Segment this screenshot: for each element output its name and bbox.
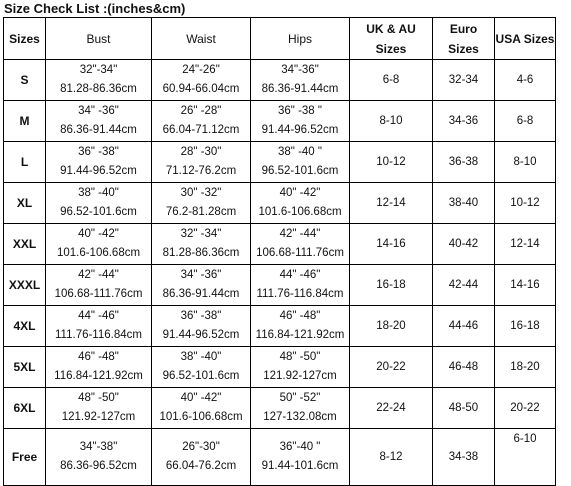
hips-inches: 40" -42" <box>279 187 321 199</box>
usa-value: 6-10 <box>513 433 537 445</box>
euro-value: 44-46 <box>448 319 479 332</box>
table-row <box>4 183 556 224</box>
waist-cm: 66.04-71.12cm <box>162 124 240 136</box>
waist-cell <box>152 347 251 388</box>
hips-cm: 121.92-127cm <box>263 370 337 382</box>
bust-inches: 46" -48" <box>78 351 119 363</box>
bust-cm: 91.44-96.52cm <box>60 165 137 177</box>
uk-au-cell <box>350 224 433 265</box>
size-cell <box>4 224 46 265</box>
waist-inches: 28" -30" <box>180 146 222 158</box>
hips-cell <box>251 60 350 101</box>
hips-cell <box>251 101 350 142</box>
euro-value: 34-36 <box>448 114 479 127</box>
bust-cell <box>46 306 152 347</box>
header-row <box>4 18 556 60</box>
uk-au-value: 6-8 <box>382 73 400 86</box>
usa-cell <box>495 224 556 265</box>
hips-inches: 38" -40 " <box>278 146 322 158</box>
waist-cm: 96.52-101.6cm <box>162 370 240 382</box>
bust-inches: 40" -42" <box>78 228 119 240</box>
size-label: L <box>20 154 29 169</box>
bust-cell <box>46 265 152 306</box>
euro-value: 38-40 <box>448 196 479 209</box>
waist-cell <box>152 265 251 306</box>
uk-au-cell <box>350 306 433 347</box>
waist-cm: 76.2-81.28cm <box>165 206 237 218</box>
hips-cm: 127-132.08cm <box>263 411 337 423</box>
size-label: XL <box>16 195 33 210</box>
table-row <box>4 142 556 183</box>
size-label: Free <box>11 449 38 464</box>
uk-au-value: 22-24 <box>376 401 406 414</box>
hips-cell <box>251 347 350 388</box>
uk-au-value: 8-12 <box>379 450 403 463</box>
euro-value: 40-42 <box>448 237 479 250</box>
euro-value: 34-38 <box>448 450 479 463</box>
table-row <box>4 60 556 101</box>
table-row <box>4 347 556 388</box>
table-row <box>4 101 556 142</box>
bust-cm: 106.68-111.76cm <box>54 288 143 300</box>
waist-cm: 86.36-91.44cm <box>162 288 240 300</box>
header-usa-sizes: USA Sizes <box>495 18 556 60</box>
usa-cell <box>495 142 556 183</box>
bust-inches: 34" -36" <box>78 105 119 117</box>
hips-cm: 116.84-121.92cm <box>255 329 345 341</box>
uk-au-cell <box>350 183 433 224</box>
bust-cm: 121.92-127cm <box>61 411 136 423</box>
usa-value: 14-16 <box>510 278 540 291</box>
bust-cell <box>46 183 152 224</box>
usa-value: 6-8 <box>516 114 534 127</box>
waist-cm: 60.94-66.04cm <box>162 83 240 95</box>
size-cell <box>4 306 46 347</box>
bust-inches: 32"-34" <box>79 64 118 76</box>
hips-cm: 111.76-116.84cm <box>256 288 344 300</box>
bust-cm: 96.52-101.6cm <box>60 206 137 218</box>
waist-inches: 26" -28" <box>180 105 222 117</box>
uk-au-value: 20-22 <box>376 360 406 373</box>
header-waist: Waist <box>152 18 251 60</box>
size-cell <box>4 101 46 142</box>
waist-cell <box>152 306 251 347</box>
waist-inches: 30" -32" <box>180 187 222 199</box>
usa-cell <box>495 388 556 429</box>
waist-cm: 101.6-106.68cm <box>159 411 243 423</box>
usa-value: 8-10 <box>513 155 537 168</box>
hips-cell <box>251 224 350 265</box>
waist-inches: 32" -34" <box>180 228 222 240</box>
euro-value: 46-48 <box>448 360 479 373</box>
waist-cell <box>152 101 251 142</box>
uk-au-value: 10-12 <box>376 155 406 168</box>
waist-cm: 91.44-96.52cm <box>162 329 240 341</box>
bust-inches: 48" -50" <box>78 392 119 404</box>
uk-au-cell <box>350 265 433 306</box>
bust-cell <box>46 101 152 142</box>
hips-inches: 48" -50" <box>279 351 321 363</box>
hips-inches: 36"-40 " <box>279 441 321 453</box>
hips-inches: 42" -44" <box>279 228 321 240</box>
uk-au-value: 14-16 <box>376 237 406 250</box>
hips-cm: 91.44-101.6cm <box>261 460 339 472</box>
hips-cm: 96.52-101.6cm <box>261 165 339 177</box>
waist-cell <box>152 60 251 101</box>
waist-inches: 26"-30" <box>182 441 220 453</box>
waist-inches: 36" -38" <box>180 310 222 322</box>
uk-au-cell <box>350 101 433 142</box>
table-row <box>4 224 556 265</box>
usa-value: 4-6 <box>516 73 534 86</box>
size-label: XXL <box>12 236 37 251</box>
hips-cm: 91.44-96.52cm <box>261 124 339 136</box>
euro-cell <box>433 183 495 224</box>
table-row <box>4 265 556 306</box>
bust-cell <box>46 224 152 265</box>
uk-au-cell <box>350 347 433 388</box>
usa-value: 12-14 <box>510 237 540 250</box>
euro-value: 42-44 <box>448 278 479 291</box>
waist-cell <box>152 183 251 224</box>
uk-au-value: 18-20 <box>376 319 406 332</box>
waist-inches: 24"-26" <box>182 64 220 76</box>
bust-cm: 116.84-121.92cm <box>54 370 143 382</box>
bust-cm: 111.76-116.84cm <box>55 329 142 341</box>
uk-au-value: 16-18 <box>376 278 406 291</box>
uk-au-cell <box>350 142 433 183</box>
size-label: 6XL <box>13 400 36 415</box>
hips-cell <box>251 183 350 224</box>
euro-value: 32-34 <box>448 73 479 86</box>
size-label: S <box>20 72 29 87</box>
size-cell <box>4 183 46 224</box>
bust-cell <box>46 60 152 101</box>
hips-cell <box>251 142 350 183</box>
table-row <box>4 306 556 347</box>
size-label: M <box>19 113 30 128</box>
size-label: XXXL <box>8 277 41 292</box>
hips-cell <box>251 388 350 429</box>
waist-cell <box>152 224 251 265</box>
hips-cm: 86.36-91.44cm <box>261 83 339 95</box>
header-hips: Hips <box>251 18 350 60</box>
bust-cell <box>46 142 152 183</box>
waist-cell <box>152 142 251 183</box>
size-label: 4XL <box>13 318 36 333</box>
waist-cm: 71.12-76.2cm <box>165 165 237 177</box>
usa-cell <box>495 306 556 347</box>
euro-cell <box>433 60 495 101</box>
euro-cell <box>433 142 495 183</box>
hips-cm: 101.6-106.68cm <box>258 206 342 218</box>
euro-cell <box>433 347 495 388</box>
header-uk-au-sizes: UK & AU Sizes <box>350 18 433 60</box>
size-cell <box>4 265 46 306</box>
waist-inches: 40" -42" <box>180 392 222 404</box>
bust-cm: 81.28-86.36cm <box>60 83 137 95</box>
page-title: Size Check List :(inches&cm) <box>4 1 186 16</box>
usa-cell <box>495 60 556 101</box>
usa-value: 10-12 <box>510 196 540 209</box>
hips-cell <box>251 265 350 306</box>
uk-au-cell <box>350 60 433 101</box>
waist-inches: 34" -36" <box>180 269 222 281</box>
euro-cell <box>433 306 495 347</box>
waist-cell <box>152 388 251 429</box>
euro-value: 36-38 <box>448 155 479 168</box>
hips-inches: 44" -46" <box>279 269 321 281</box>
header-bust: Bust <box>46 18 152 60</box>
bust-cell <box>46 388 152 429</box>
euro-cell <box>433 265 495 306</box>
hips-cell <box>251 306 350 347</box>
usa-cell <box>495 101 556 142</box>
size-cell <box>4 388 46 429</box>
bust-cell <box>46 347 152 388</box>
size-chart-table <box>3 17 556 486</box>
hips-cm: 106.68-111.76cm <box>256 247 344 259</box>
bust-inches: 42" -44" <box>78 269 119 281</box>
euro-cell <box>433 224 495 265</box>
table-row <box>4 388 556 429</box>
size-label: 5XL <box>13 359 36 374</box>
header-sizes: Sizes <box>4 18 46 60</box>
bust-inches: 38" -40" <box>78 187 119 199</box>
hips-inches: 36" -38 " <box>278 105 322 117</box>
euro-value: 48-50 <box>448 401 479 414</box>
bust-inches: 44" -46" <box>78 310 119 322</box>
bust-cm: 86.36-96.52cm <box>60 460 137 472</box>
size-cell <box>4 347 46 388</box>
waist-cm: 66.04-76.2cm <box>165 460 237 472</box>
bust-cm: 86.36-91.44cm <box>60 124 137 136</box>
usa-cell <box>495 347 556 388</box>
usa-value: 16-18 <box>510 319 540 332</box>
bust-inches: 34"-38" <box>79 441 118 453</box>
euro-cell <box>433 101 495 142</box>
waist-cm: 81.28-86.36cm <box>162 247 240 259</box>
hips-inches: 50" -52" <box>279 392 321 404</box>
bust-cm: 101.6-106.68cm <box>56 247 141 259</box>
size-table-body <box>4 60 556 486</box>
uk-au-value: 12-14 <box>376 196 406 209</box>
uk-au-cell <box>350 388 433 429</box>
waist-inches: 38" -40" <box>180 351 222 363</box>
euro-cell <box>433 388 495 429</box>
usa-value: 20-22 <box>510 401 540 414</box>
bust-inches: 36" -38" <box>78 146 119 158</box>
size-cell <box>4 142 46 183</box>
hips-inches: 46" -48" <box>279 310 321 322</box>
usa-value: 18-20 <box>510 360 540 373</box>
uk-au-value: 8-10 <box>379 114 403 127</box>
usa-cell <box>495 183 556 224</box>
header-euro-sizes: Euro Sizes <box>433 18 495 60</box>
usa-cell <box>495 265 556 306</box>
size-cell <box>4 60 46 101</box>
hips-inches: 34"-36" <box>281 64 319 76</box>
